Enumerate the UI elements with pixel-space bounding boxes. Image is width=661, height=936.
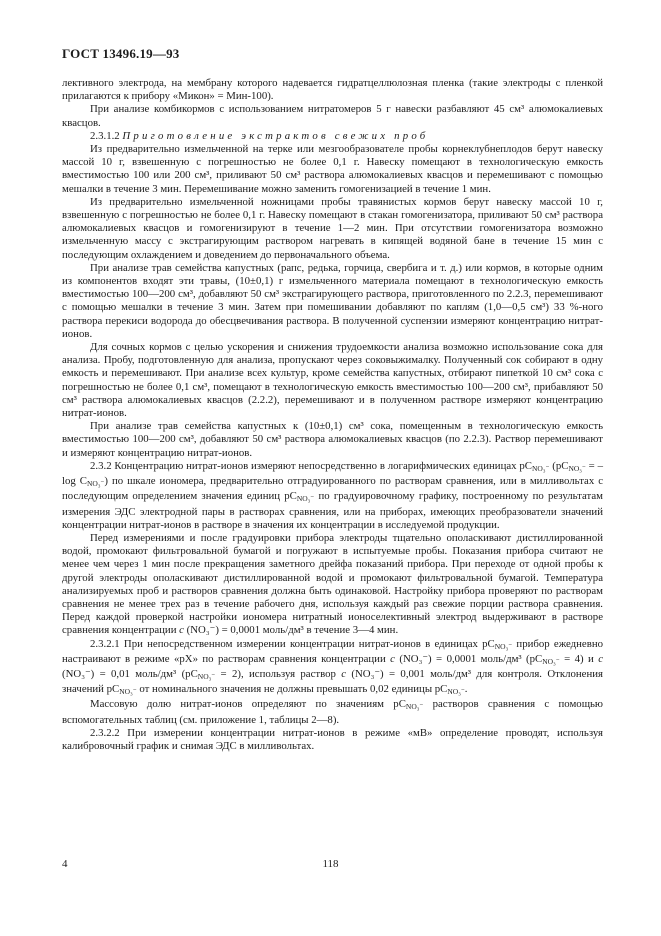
paragraph: Перед измерениями и после градуировки прибора электроды тщательно ополаскивают дистиллированной водой, промокают фильтровальной бумагой и погружают в испытуемые пробы. Показания прибора считают не менее чем через 1 мин после прекращения заметного дрейфа показаний прибора. При переходе от одной пробы к другой электроды ополаскивают дистиллированной водой и промокают фильтровальной бумагой. Температура анализируемых проб и растворов сравнения должна быть одинаковой. Настройку прибора проверяют по растворам сравнения не менее трех раз в течение рабочего дня, используя каждый раз свежие порции раствора сравнения. Перед каждой проверкой настройки иономера нитратный ионоселективный электрод выдерживают в растворе сравнения концентрации c (NO₃⁻) = 0,0001 моль/дм³ в течение 3—4 мин. — [62, 531, 603, 637]
section-number: 2.3.1.2 — [90, 129, 120, 142]
section-heading — [62, 130, 603, 143]
document-body — [62, 77, 603, 753]
paragraph: Для сочных кормов с целью ускорения и снижения трудоемкости анализа возможно использование сока для анализа. Пробу, подготовленную для анализа, пропускают через соковыжималку. Полученный сок собирают в одну емкость и перемешивают. При анализе всех культур, кроме семейства капустных, отбирают пипеткой 10 см³ сока с погрешностью не более 0,1 см³, помещают в технологическую емкость вместимостью 100—200 см³, прибавляют 50 см³ раствора алюмокалиевых квасцов (2.2.2), перемешивают и в полученном растворе измеряют концентрацию нитрат-ионов. — [62, 341, 603, 420]
paragraph-2-3-2-2: 2.3.2.2 При измерении концентрации нитрат-ионов в режиме «мВ» определение проводят, используя калибровочный график и снимая ЭДС в милливольтах. — [62, 726, 603, 752]
paragraph: Из предварительно измельченной ножницами пробы травянистых кормов берут навеску массой 10 г, взвешенную с погрешностью не более 0,1 г. Навеску помещают в стакан гомогенизатора, приливают 50 см³ раствора алюмокалиевых квасцов и гомогенизируют в течение 1—2 мин. При отсутствии гомогенизатора возможно измельченную массу с экстрагирующим раствором нагревать в кипящей водяной бане в течение 15 мин с последующим охлаждением и доведением до первоначального объема. — [62, 195, 603, 261]
page-number-left: 4 — [62, 858, 68, 870]
paragraph: При анализе комбикормов с использованием нитратомеров 5 г навески разбавляют 45 см³ алюмокалиевых квасцов. — [62, 103, 603, 129]
paragraph: Массовую долю нитрат-ионов определяют по значениям $pC_{NO_3^-}$ растворов сравнения с помощью вспомогательных таблиц (см. приложение 1, таблицы 2—8). — [62, 698, 603, 726]
paragraph-2-3-2-1: 2.3.2.1 При непосредственном измерении концентрации нитрат-ионов в единицах $pC_{NO_3^-}$ прибор ежедневно настраивают в режиме «pX» по растворам сравнения концентрации c (NO₃⁻) = 0,0001 моль/дм³ $(pC_{NO_3^-} = 4)$ и c (NO₃⁻) = 0,01 моль/дм³ $(pC_{NO_3^-} = 2)$, используя раствор c (NO₃⁻) = 0,001 моль/дм³ для контроля. Отклонения значений $pC_{NO_3^-}$ от номинального значения не должны превышать 0,02 единицы $pC_{NO_3^-}$. — [62, 637, 604, 697]
paragraph: лективного электрода, на мембрану которого надевается гидратцеллюлозная пленка (такие электроды с пленкой прилагаются к прибору «Микон» = Мин-100). — [62, 77, 603, 103]
paragraph-2-3-2: 2.3.2 Концентрацию нитрат-ионов измеряют непосредственно в логарифмических единицах $pC_{NO_3^-}$ ($pC_{NO_3^-}$ = – $\log C_{NO_3^-}$) по шкале иономера, предварительно отградуированного по растворам сравнения, или в милливольтах с последующим определением значения единиц $pC_{NO_3^-}$ по градуировочному графику, построенному по результатам измерения ЭДС электродной пары в растворах сравнения, или на приборах, имеющих преобразователи значений концентрации нитрат-ионов в растворе в значения их концентрации в исследуемой продукции. — [62, 459, 604, 531]
paragraph: При анализе трав семейства капустных к (10±0,1) см³ сока, помещенным в технологическую емкость вместимостью 100—200 см³, добавляют 50 см³ раствора алюмокалиевых квасцов (по 2.2.3). Раствор перемешивают и измеряют концентрацию нитрат-ионов. — [62, 420, 603, 459]
page-header: ГОСТ 13496.19—93 — [62, 46, 180, 61]
paragraph: При анализе трав семейства капустных (рапс, редька, горчица, свербига и т. д.) или кормов, в которые одним из компонентов входят эти травы, (10±0,1) г измельченного материала помещают в технологическую емкость вместимостью 100—200 см³, добавляют 50 см³ экстрагирующего раствора, приготовленного по 2.2.3, перемешивают с помощью мешалки в течение 3 мин. Затем при помешивании добавляют по каплям (1,0—0,5 см³) 33 %-ного раствора перекиси водорода до обесцвечивания раствора. В полученной суспензии измеряют концентрацию нитрат-ионов. — [62, 261, 603, 340]
page-number-center: 118 — [322, 858, 339, 870]
section-title: Приготовление экстрактов свежих проб — [122, 129, 429, 142]
paragraph: Из предварительно измельченной на терке или мезгообразователе пробы корнеклубнеплодов берут навеску массой 10 г, взвешенную с погрешностью не более 0,1 г. Навеску помещают в технологическую емкость вместимостью 100 или 200 см³, приливают 50 см³ раствора алюмокалиевых квасцов и перемешивают с помощью мешалки в течение 3 мин. Перемешивание можно заменить гомогенизацией в течение 1 мин. — [62, 143, 603, 195]
